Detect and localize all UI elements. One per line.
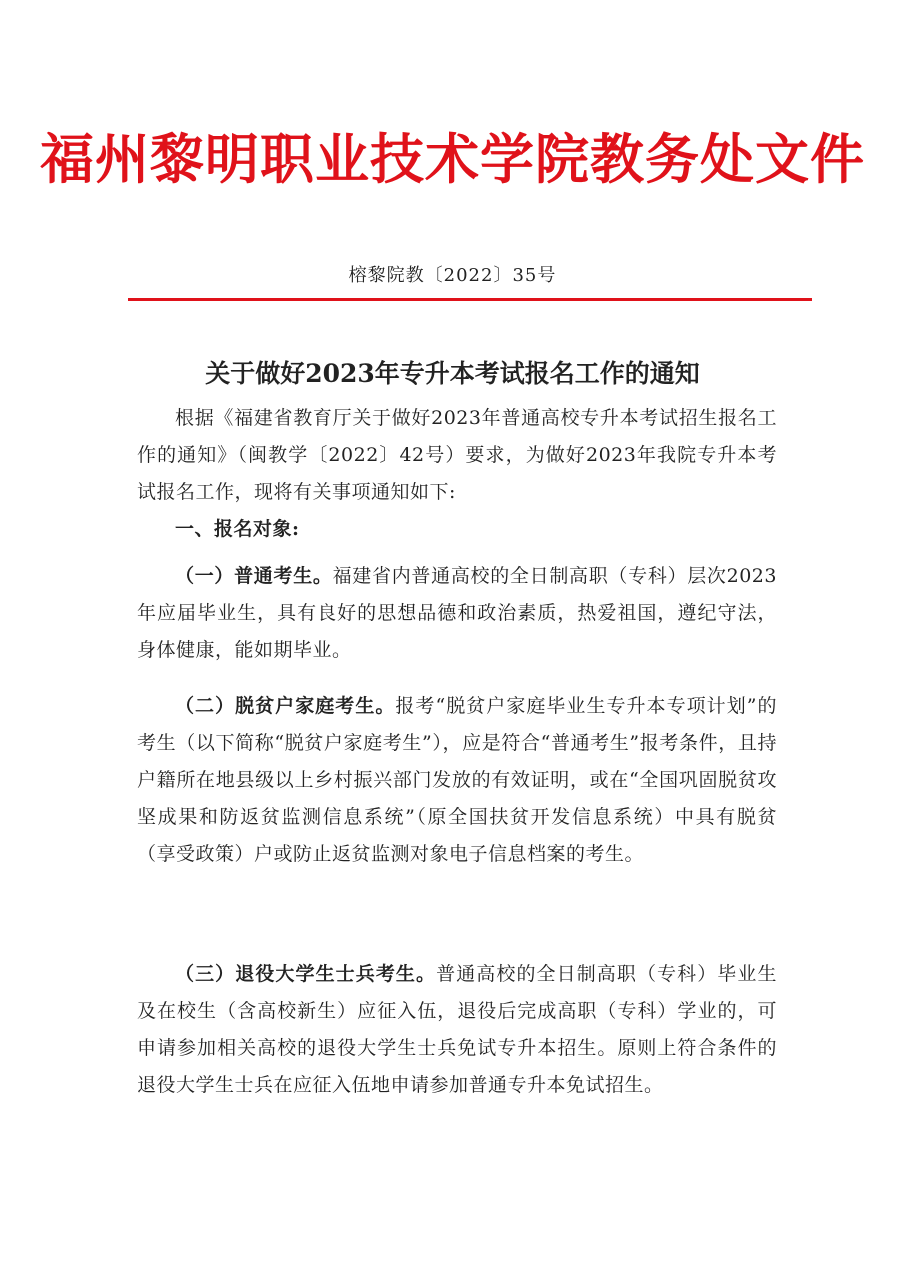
red-divider-line <box>128 298 812 301</box>
item-label: （一）普通考生。 <box>175 565 333 587</box>
item-text: 报考“脱贫户家庭毕业生专升本专项计划”的考生（以下简称“脱贫户家庭考生”），应是符合“普通考生”报考条件，且持户籍所在地县级以上乡村振兴部门发放的有效证明，或在“全国巩固脱贫攻坚成果和防返贫监测信息系统”（原全国扶贫开发信息系统）中具有脱贫（享受政策）户或防止返贫监测对象电子信息档案的考生。 <box>137 695 777 865</box>
section-heading-targets: 一、报名对象: <box>175 518 300 540</box>
notice-title: 关于做好2023年专升本考试报名工作的通知 <box>205 359 700 388</box>
item-text: 普通高校的全日制高职（专科）毕业生及在校生（含高校新生）应征入伍，退役后完成高职（专科）学业的，可申请参加相关高校的退役大学生士兵免试专升本招生。原则上符合条件的退役大学生士兵在应征入伍地申请参加普通专升本免试招生。 <box>137 963 777 1096</box>
document-number: 榕黎院教〔2022〕35号 <box>348 265 557 286</box>
item-poverty-household-candidates <box>137 688 777 873</box>
item-veteran-candidates <box>137 956 777 1104</box>
item-label: （二）脱贫户家庭考生。 <box>175 695 396 717</box>
item-regular-candidates <box>137 558 777 669</box>
item-label: （三）退役大学生士兵考生。 <box>175 963 437 985</box>
intro-paragraph: 根据《福建省教育厅关于做好2023年普通高校专升本考试招生报名工作的通知》（闽教学〔2022〕42号）要求，为做好2023年我院专升本考试报名工作，现将有关事项通知如下: <box>137 407 777 503</box>
item-text: 福建省内普通高校的全日制高职（专科）层次2023年应届毕业生，具有良好的思想品德和政治素质，热爱祖国，遵纪守法，身体健康，能如期毕业。 <box>137 565 777 661</box>
document-header-title: 福州黎明职业技术学院教务处文件 <box>40 128 865 191</box>
